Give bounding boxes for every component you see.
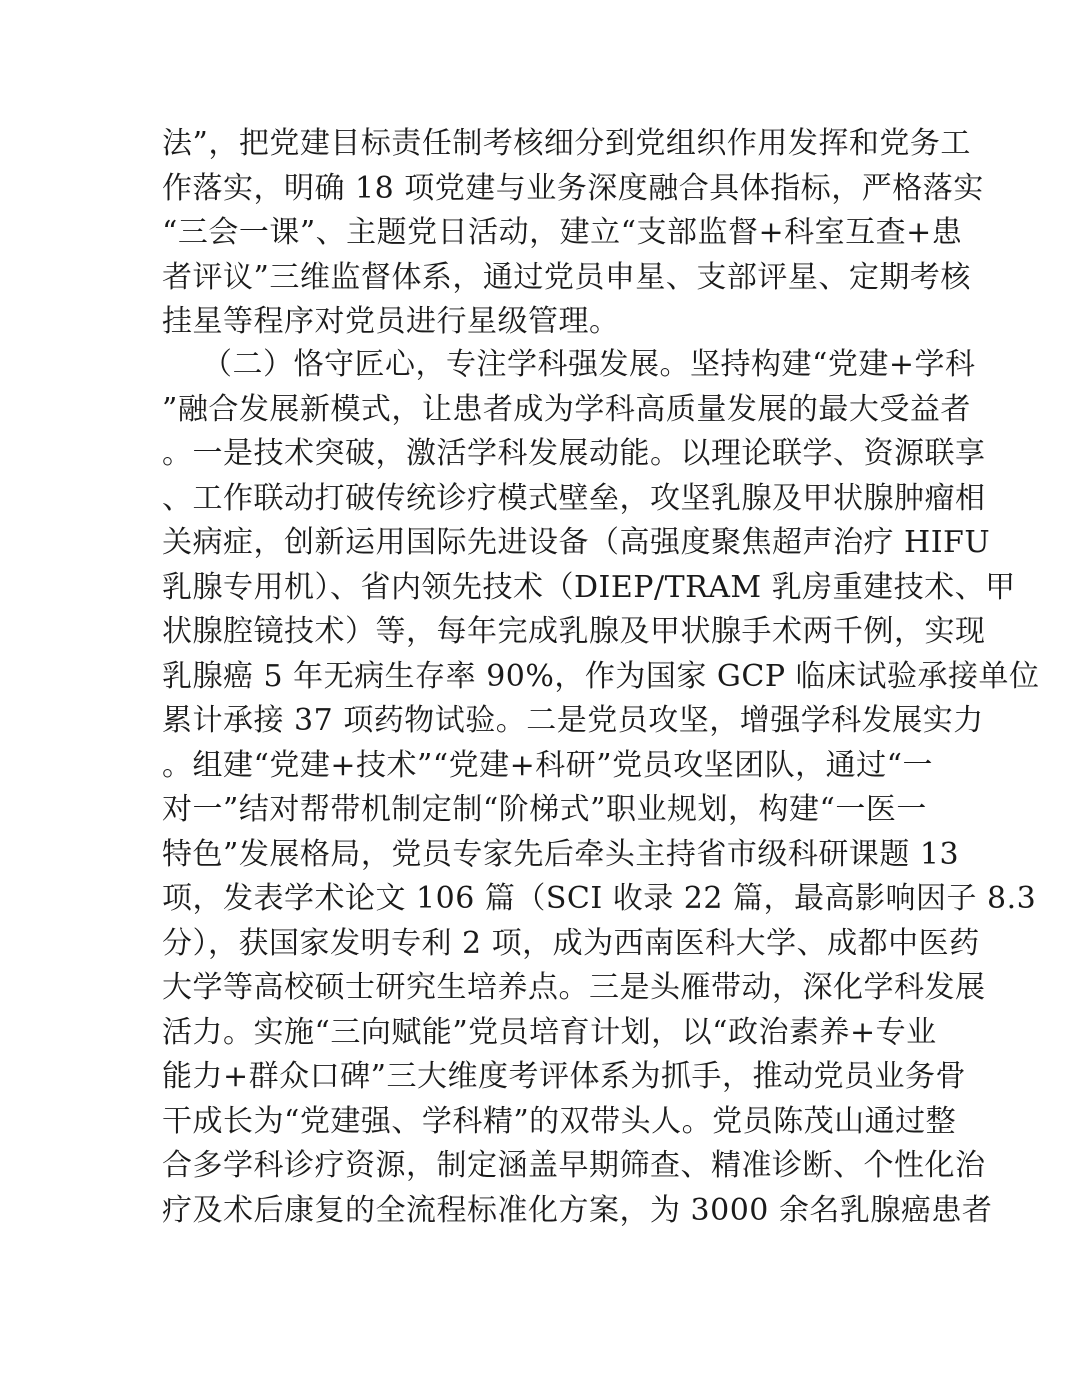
text-line: 、工作联动打破传统诊疗模式壁垒，攻坚乳腺及甲状腺肿瘤相 (162, 480, 986, 516)
text-line: 乳腺专用机）、省内领先技术（DIEP/TRAM 乳房重建技术、甲 (162, 569, 1016, 605)
text-line: 特色”发展格局，党员专家先后牵头主持省市级科研课题 13 (162, 836, 960, 872)
text-line: 分），获国家发明专利 2 项，成为西南医科大学、成都中医药 (162, 925, 980, 961)
text-line: 大学等高校硕士研究生培养点。三是头雁带动，深化学科发展 (162, 970, 986, 1005)
text-line: 挂星等程序对党员进行星级管理。 (162, 304, 620, 339)
text-line: 疗及术后康复的全流程标准化方案，为 3000 余名乳腺癌患者 (162, 1192, 993, 1228)
text-line: “三会一课”、主题党日活动，建立“支部监督+科室互查+患 (162, 215, 963, 250)
text-line: 干成长为“党建强、学科精”的双带头人。党员陈茂山通过整 (162, 1103, 957, 1139)
text-line: 乳腺癌 5 年无病生存率 90%，作为国家 GCP 临床试验承接单位 (162, 658, 1040, 694)
text-line: 合多学科诊疗资源，制定涵盖早期筛查、精准诊断、个性化治 (162, 1148, 986, 1183)
text-line: 者评议”三维监督体系，通过党员申星、支部评星、定期考核 (162, 259, 971, 295)
text-line: ”融合发展新模式，让患者成为学科高质量发展的最大受益者 (162, 391, 971, 427)
paragraph-1 (162, 122, 984, 345)
text-line: （二）恪守匠心，专注学科强发展。坚持构建“党建+学科 (202, 347, 976, 382)
text-line: 对一”结对帮带机制定制“阶梯式”职业规划，构建“一医一 (162, 792, 927, 827)
text-line: 能力+群众口碑”三大维度考评体系为抓手，推动党员业务骨 (162, 1059, 966, 1094)
text-line: 。一是技术突破，激活学科发展动能。以理论联学、资源联享 (162, 436, 986, 471)
text-line: 关病症，创新运用国际先进设备（高强度聚焦超声治疗 HIFU (162, 525, 991, 560)
text-line: 作落实，明确 18 项党建与业务深度融合具体指标，严格落实 (162, 170, 984, 206)
text-line: 法”，把党建目标责任制考核细分到党组织作用发挥和党务工 (162, 126, 971, 161)
paragraph-2 (162, 343, 1040, 1233)
text-line: 活力。实施“三向赋能”党员培育计划，以“政治素养+专业 (162, 1014, 937, 1050)
text-line: 。组建“党建+技术”“党建+科研”党员攻坚团队，通过“一 (162, 747, 933, 783)
text-line: 项，发表学术论文 106 篇（SCI 收录 22 篇，最高影响因子 8.3 (162, 881, 1037, 916)
text-line: 状腺腔镜技术）等，每年完成乳腺及甲状腺手术两千例，实现 (162, 614, 986, 649)
text-line: 累计承接 37 项药物试验。二是党员攻坚，增强学科发展实力 (162, 703, 984, 738)
